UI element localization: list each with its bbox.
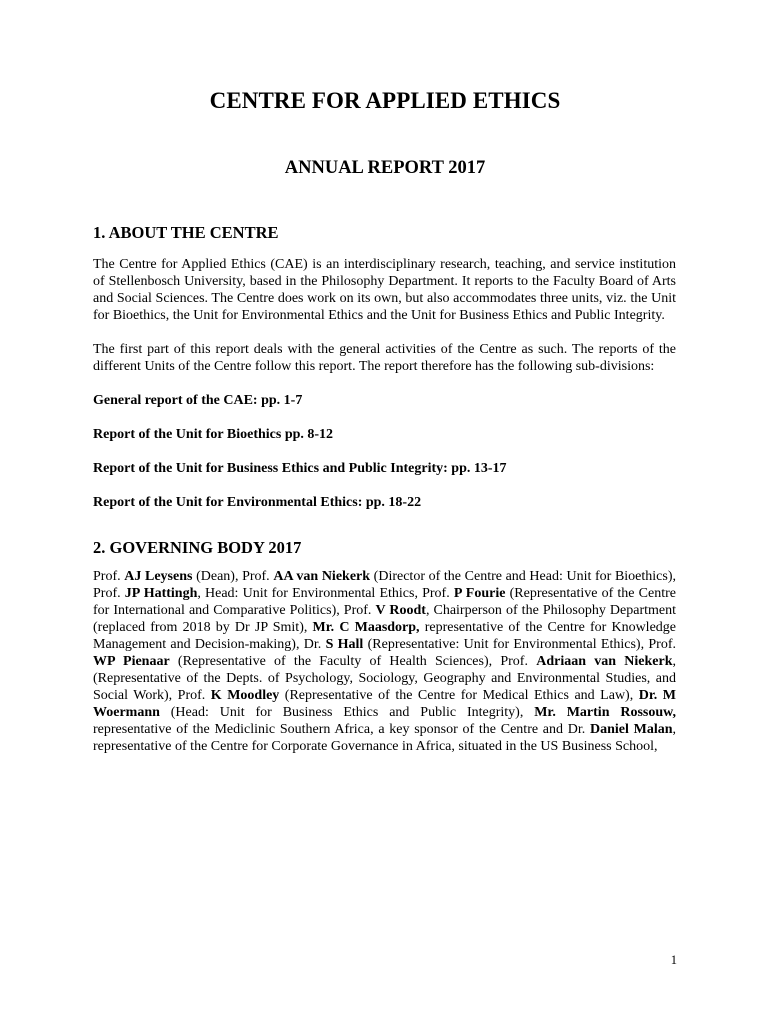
- member-name: Daniel Malan: [589, 722, 673, 737]
- member-name: Adriaan van Niekerk: [536, 654, 673, 669]
- member-name: WP Pienaar: [93, 654, 170, 669]
- subdivision-item: Report of the Unit for Environmental Ethics: pp. 18-22: [93, 495, 422, 510]
- subdivision-item: General report of the CAE: pp. 1-7: [93, 393, 303, 408]
- gov-text: (Dean), Prof.: [192, 569, 274, 584]
- gov-text: (Head: Unit for Business Ethics and Public Integrity),: [159, 705, 535, 720]
- member-name: AA van Niekerk: [273, 569, 371, 584]
- member-name: Dr. M Woermann: [93, 688, 676, 720]
- gov-text: (Director of the Centre and Head: Unit for Bioethics), Prof.: [93, 569, 677, 601]
- member-name: Mr. Martin Rossouw,: [534, 705, 676, 720]
- gov-text: , Chairperson of the Philosophy Department (replaced from 2018 by Dr JP Smit),: [93, 603, 676, 635]
- section-heading-governing-body: 2. GOVERNING BODY 2017: [93, 538, 302, 557]
- gov-text: , (Representative of the Depts. of Psychology, Sociology, Geography and Environmental Studies, and Social Work), Prof.: [93, 654, 676, 703]
- gov-text: (Representative of the Faculty of Health Sciences), Prof.: [169, 654, 537, 669]
- subdivision-item: Report of the Unit for Bioethics pp. 8-12: [93, 427, 334, 442]
- governing-body-paragraph: [93, 568, 676, 755]
- member-name: Mr. C Maasdorp,: [312, 620, 420, 635]
- document-body: [93, 222, 676, 755]
- gov-text: (Representative: Unit for Environmental Ethics), Prof.: [363, 637, 676, 652]
- gov-text: (Representative of the Centre for International and Comparative Politics), Prof.: [93, 586, 676, 618]
- gov-text: Prof.: [93, 569, 125, 584]
- about-paragraph-1: The Centre for Applied Ethics (CAE) is an interdisciplinary research, teaching, and service institution of Stellenbosch University, based in the Philosophy Department. It reports to the Faculty Board of Arts and Social Sciences. The Centre does work on its own, but also accommodates three units, viz. the Unit for Bioethics, the Unit for Environmental Ethics and the Unit for Business Ethics and Public Integrity.: [93, 257, 676, 323]
- page-number: 1: [670, 953, 677, 967]
- about-paragraph-2: The first part of this report deals with the general activities of the Centre as such. The reports of the different Units of the Centre follow this report. The report therefore has the following sub-divisions:: [93, 342, 676, 374]
- subdivision-item: Report of the Unit for Business Ethics and Public Integrity: pp. 13-17: [93, 461, 507, 476]
- member-name: S Hall: [325, 637, 364, 652]
- member-name: V Roodt: [375, 603, 426, 618]
- gov-text: representative of the Mediclinic Southern Africa, a key sponsor of the Centre and Dr.: [93, 722, 590, 737]
- section-heading-about: 1. ABOUT THE CENTRE: [93, 223, 279, 242]
- member-name: AJ Leysens: [124, 569, 193, 584]
- gov-text: (Representative of the Centre for Medical Ethics and Law),: [279, 688, 639, 703]
- gov-text: , Head: Unit for Environmental Ethics, Prof.: [197, 586, 454, 601]
- gov-text: , representative of the Centre for Corporate Governance in Africa, situated in the US Business School,: [93, 722, 676, 754]
- document-title: CENTRE FOR APPLIED ETHICS: [209, 88, 561, 113]
- member-name: K Moodley: [210, 688, 280, 703]
- document-subtitle: ANNUAL REPORT 2017: [284, 158, 486, 178]
- member-name: P Fourie: [453, 586, 506, 601]
- gov-text: representative of the Centre for Knowledge Management and Decision-making), Dr.: [93, 620, 676, 652]
- member-name: JP Hattingh: [124, 586, 198, 601]
